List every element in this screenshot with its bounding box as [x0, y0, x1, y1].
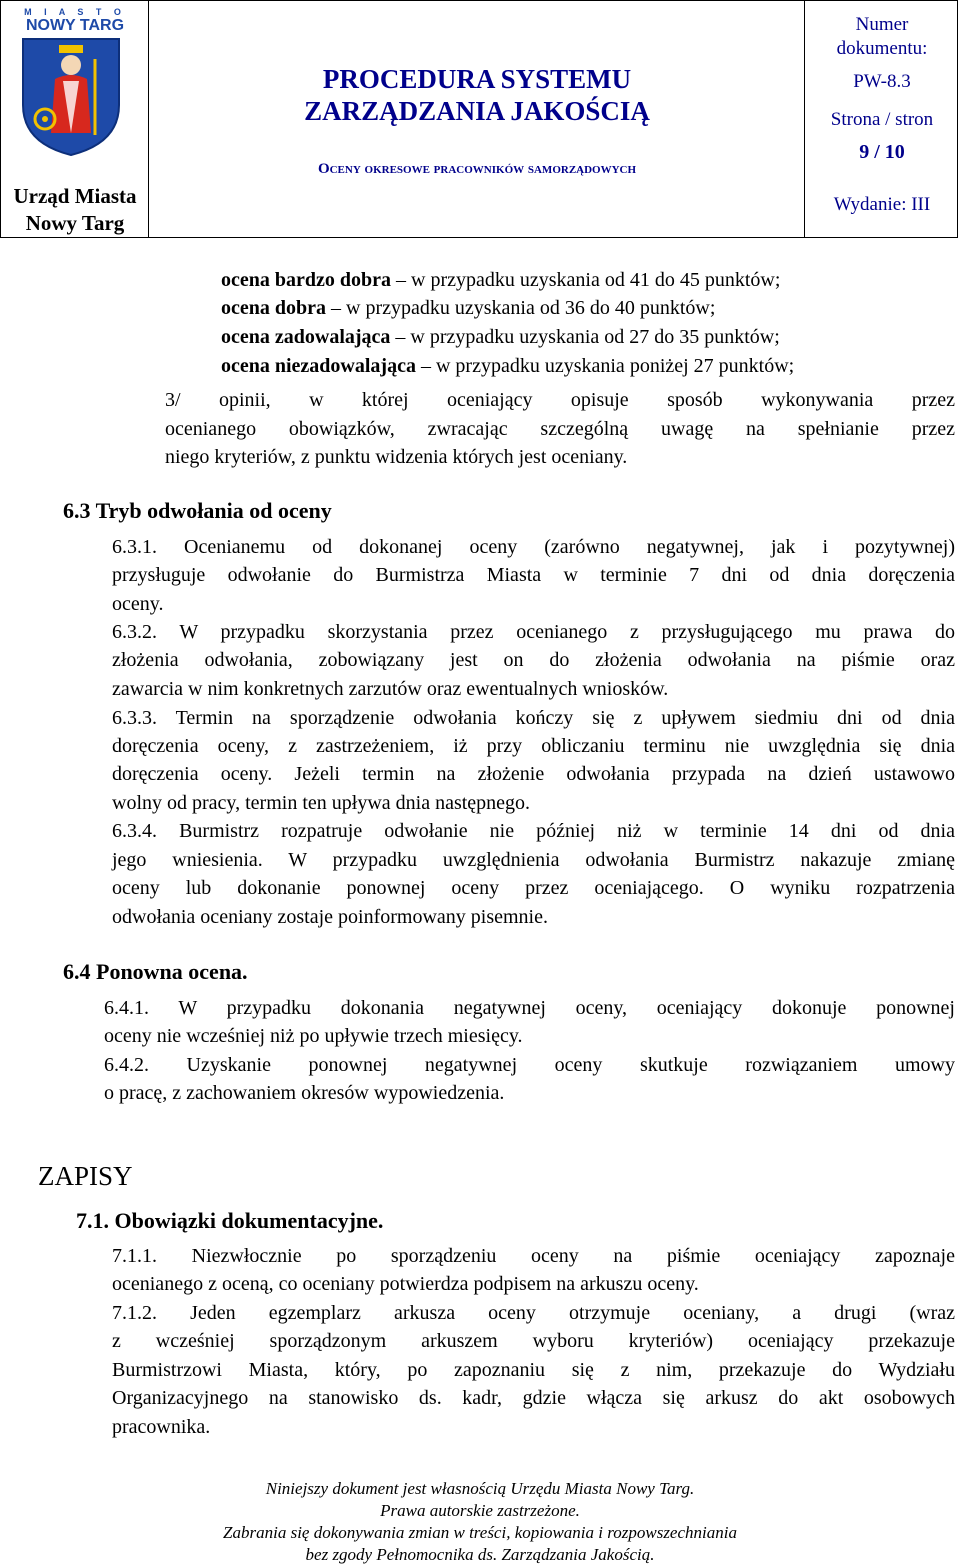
paragraph-line: oceny. [112, 593, 164, 615]
paragraph-line: złożenia odwołania, zobowiązany jest on do złożenia odwołania na piśmie oraz [112, 649, 955, 671]
document-header [0, 0, 958, 238]
grade-item: ocena niezadowalająca – w przypadku uzyskania poniżej 27 punktów; [221, 355, 795, 377]
footer-line: Zabrania się dokonywania zmian w treści, kopiowania i rozpowszechniania [223, 1523, 737, 1542]
paragraph-line: o pracę, z zachowaniem okresów wypowiedzenia. [104, 1082, 505, 1104]
section-heading: 6.3 Tryb odwołania od oceny [63, 498, 332, 523]
doc-number-label: Numer dokumentu: [836, 14, 928, 59]
paragraph-line: 6.4.1. W przypadku dokonania negatywnej oceny, oceniający dokonuje ponownej [104, 997, 955, 1019]
paragraph-line: 7.1.1. Niezwłocznie po sporządzeniu oceny na piśmie oceniający zapoznaje [112, 1245, 955, 1267]
paragraph-line: z wcześniej sporządzonym arkuszem wyboru kryteriów) oceniający przekazuje [112, 1330, 955, 1352]
page-label: Strona / stron [830, 109, 934, 130]
paragraph-line: ocenianego z oceną, co oceniany potwierdza podpisem na arkuszu oceny. [112, 1273, 699, 1295]
paragraph-line: 6.4.2. Uzyskanie ponownej negatywnej oceny skutkuje rozwiązaniem umowy [104, 1054, 955, 1076]
grade-item: ocena bardzo dobra – w przypadku uzyskania od 41 do 45 punktów; [221, 269, 781, 291]
office-name: Urząd Miasta Nowy Targ [13, 184, 137, 235]
paragraph-line: wolny od pracy, termin ten upływa dnia następnego. [112, 792, 531, 814]
section-heading: 7.1. Obowiązki dokumentacyjne. [76, 1208, 384, 1233]
paragraph-line: doręczenia oceny, z zastrzeżeniem, iż przy obliczaniu terminu nie uwzględnia się dnia [112, 735, 955, 757]
section-heading: 6.4 Ponowna ocena. [63, 959, 248, 984]
paragraph-line: odwołania oceniany zostaje poinformowany pisemnie. [112, 906, 548, 928]
grade-item: ocena zadowalająca – w przypadku uzyskania od 27 do 35 punktów; [221, 326, 780, 348]
paragraph-line: 6.3.2. W przypadku skorzystania przez ocenianego z przysługującego mu prawa do [112, 621, 955, 643]
item3-line: 3/ opinii, w której oceniający opisuje sposób wykonywania przez [165, 389, 955, 411]
paragraph-line: oceny lub dokonanie ponownej oceny przez oceniającego. O wyniku rozpatrzenia [112, 877, 955, 899]
procedure-subtitle: Oceny okresowe pracowników samorządowych [317, 161, 637, 177]
grade-item: ocena dobra – w przypadku uzyskania od 36 do 40 punktów; [221, 297, 716, 319]
title-cell [149, 1, 805, 239]
page-number: 9 / 10 [859, 141, 905, 163]
logo-brand-top: M I A S T O [24, 7, 126, 17]
paragraph-line: oceny nie wcześniej niż po upływie trzech miesięcy. [104, 1025, 523, 1047]
logo-cell [1, 1, 149, 239]
paragraph-line: Organizacyjnego na stanowisko ds. kadr, gdzie włącza się arkusz do akt osobowych [112, 1387, 955, 1409]
chapter-title: ZAPISY [38, 1161, 133, 1191]
paragraph-line: zawarcia w nim konkretnych zarzutów oraz ewentualnych wniosków. [112, 678, 669, 700]
coat-of-arms-icon [15, 35, 127, 157]
footer-line: bez zgody Pełnomocnika ds. Zarządzania Jakością. [305, 1545, 655, 1564]
paragraph-line: 7.1.2. Jeden egzemplarz arkusza oceny otrzymuje oceniany, a drugi (wraz [112, 1302, 955, 1324]
paragraph-line: 6.3.1. Ocenianemu od dokonanej oceny (zarówno negatywnej, jak i pozytywnej) [112, 536, 955, 558]
paragraph-line: jego wniesienia. W przypadku uwzględnienia odwołania Burmistrz nakazuje zmianę [112, 849, 955, 871]
paragraph-line: 6.3.4. Burmistrz rozpatruje odwołanie nie później niż w terminie 14 dni od dnia [112, 820, 955, 842]
meta-cell [805, 1, 959, 239]
doc-number: PW-8.3 [853, 71, 911, 92]
edition: Wydanie: III [833, 194, 931, 215]
item3-line: ocenianego obowiązków, zwracając szczególną uwagę na spełnianie przez [165, 418, 955, 440]
procedure-title: PROCEDURA SYSTEMU ZARZĄDZANIA JAKOŚCIĄ [304, 64, 650, 126]
footer-line: Prawa autorskie zastrzeżone. [380, 1501, 580, 1520]
paragraph-line: pracownika. [112, 1416, 211, 1438]
paragraph-line: 6.3.3. Termin na sporządzenie odwołania kończy się z upływem siedmiu dni od dnia [112, 707, 955, 729]
paragraph-line: Burmistrzowi Miasta, który, po zapoznaniu się z nim, przekazuje do Wydziału [112, 1359, 955, 1381]
paragraph-line: przysługuje odwołanie do Burmistrza Miasta w terminie 7 dni od dnia doręczenia [112, 564, 955, 586]
paragraph-line: doręczenia oceny. Jeżeli termin na złożenie odwołania przypada na dzień ustawowo [112, 763, 955, 785]
item3-line: niego kryteriów, z punktu widzenia których jest oceniany. [165, 446, 628, 468]
logo-brand-name: NOWY TARG [25, 17, 125, 34]
footer-line: Niniejszy dokument jest własnością Urzędu Miasta Nowy Targ. [265, 1479, 695, 1498]
